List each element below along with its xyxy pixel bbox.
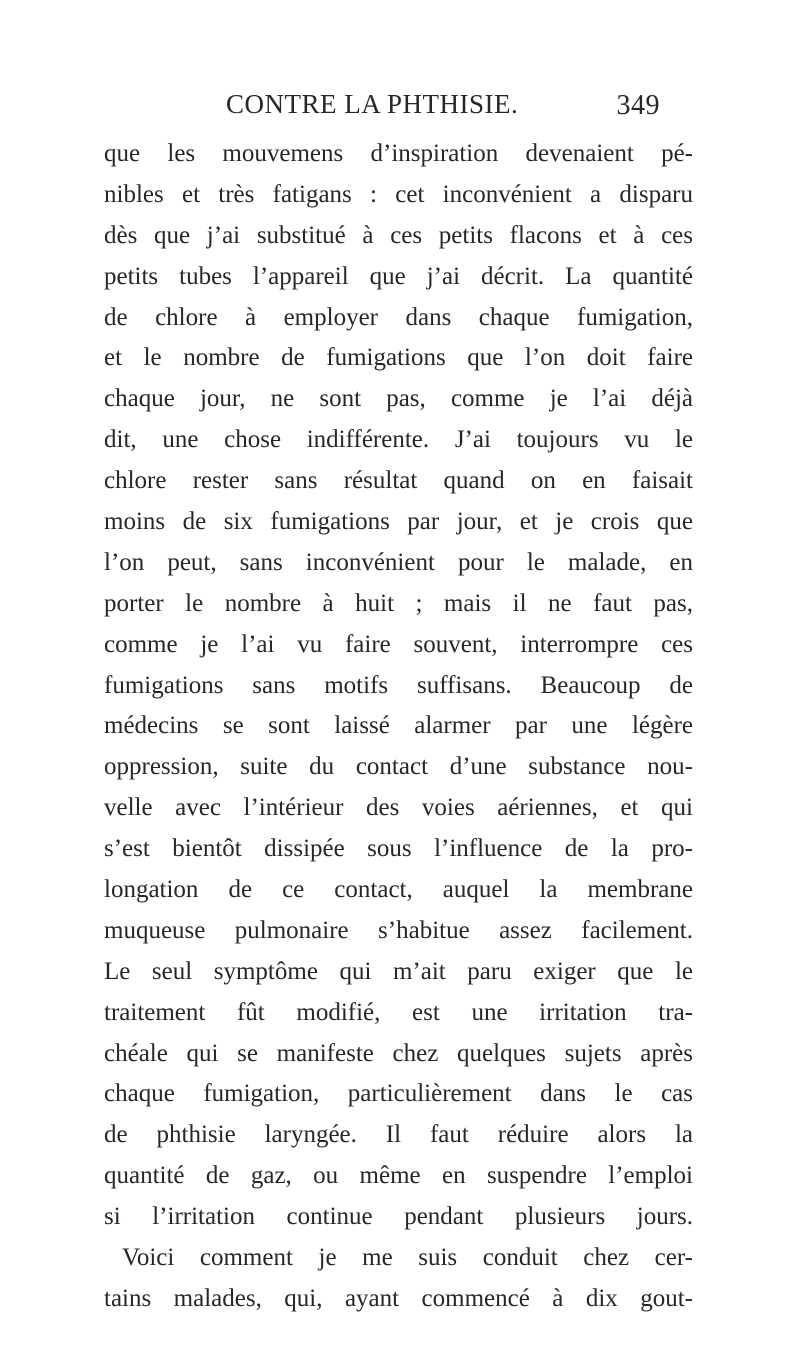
text-line: médecins se sont laissé alarmer par une légère xyxy=(104,712,693,740)
text-line: que les mouvemens d’inspiration devenaient pé- xyxy=(104,140,693,167)
text-line: chaque jour, ne sont pas, comme je l’ai déjà xyxy=(104,385,693,413)
text-line: de chlore à employer dans chaque fumigation, xyxy=(104,303,693,331)
text-line: oppression, suite du contact d’une substance nou- xyxy=(104,753,693,781)
text-line: petits tubes l’appareil que j’ai décrit. La quantité xyxy=(104,262,693,290)
text-line: l’on peut, sans inconvénient pour le malade, en xyxy=(104,548,693,576)
text-line: chaque fumigation, particulièrement dans le cas xyxy=(104,1080,693,1108)
text-line: nibles et très fatigans : cet inconvénient a disparu xyxy=(104,180,693,208)
running-head xyxy=(226,86,660,122)
text-line: s’est bientôt dissipée sous l’influence de la pro- xyxy=(104,835,693,863)
text-line: tains malades, qui, ayant commencé à dix gout- xyxy=(104,1284,693,1312)
text-line: velle avec l’intérieur des voies aériennes, et qui xyxy=(104,794,693,822)
body-text xyxy=(104,134,693,1320)
text-line: de phthisie laryngée. Il faut réduire alors la xyxy=(104,1121,693,1149)
text-line: Le seul symptôme qui m’ait paru exiger que le xyxy=(104,957,693,985)
text-line: dès que j’ai substitué à ces petits flacons et à ces xyxy=(104,221,693,249)
text-line: muqueuse pulmonaire s’habitue assez facilement. xyxy=(104,916,693,944)
text-line: comme je l’ai vu faire souvent, interrompre ces xyxy=(104,630,693,658)
running-title: CONTRE LA PHTHISIE. xyxy=(226,89,519,119)
text-line: moins de six fumigations par jour, et je crois que xyxy=(104,508,693,536)
text-line: traitement fût modifié, est une irritation tra- xyxy=(104,998,693,1026)
text-line: quantité de gaz, ou même en suspendre l’emploi xyxy=(104,1162,693,1190)
text-line: si l’irritation continue pendant plusieurs jours. xyxy=(104,1203,693,1231)
text-line: Voici comment je me suis conduit chez cer- xyxy=(122,1244,693,1272)
text-line: et le nombre de fumigations que l’on doit faire xyxy=(104,344,693,372)
text-line: longation de ce contact, auquel la membrane xyxy=(104,876,693,904)
text-line: fumigations sans motifs suffisans. Beaucoup de xyxy=(104,671,693,699)
text-line: chlore rester sans résultat quand on en faisait xyxy=(104,467,693,495)
text-line: dit, une chose indifférente. J’ai toujours vu le xyxy=(104,426,693,454)
page-number: 349 xyxy=(616,90,660,121)
text-line: chéale qui se manifeste chez quelques sujets après xyxy=(104,1039,693,1067)
text-line: porter le nombre à huit ; mais il ne faut pas, xyxy=(104,589,693,617)
